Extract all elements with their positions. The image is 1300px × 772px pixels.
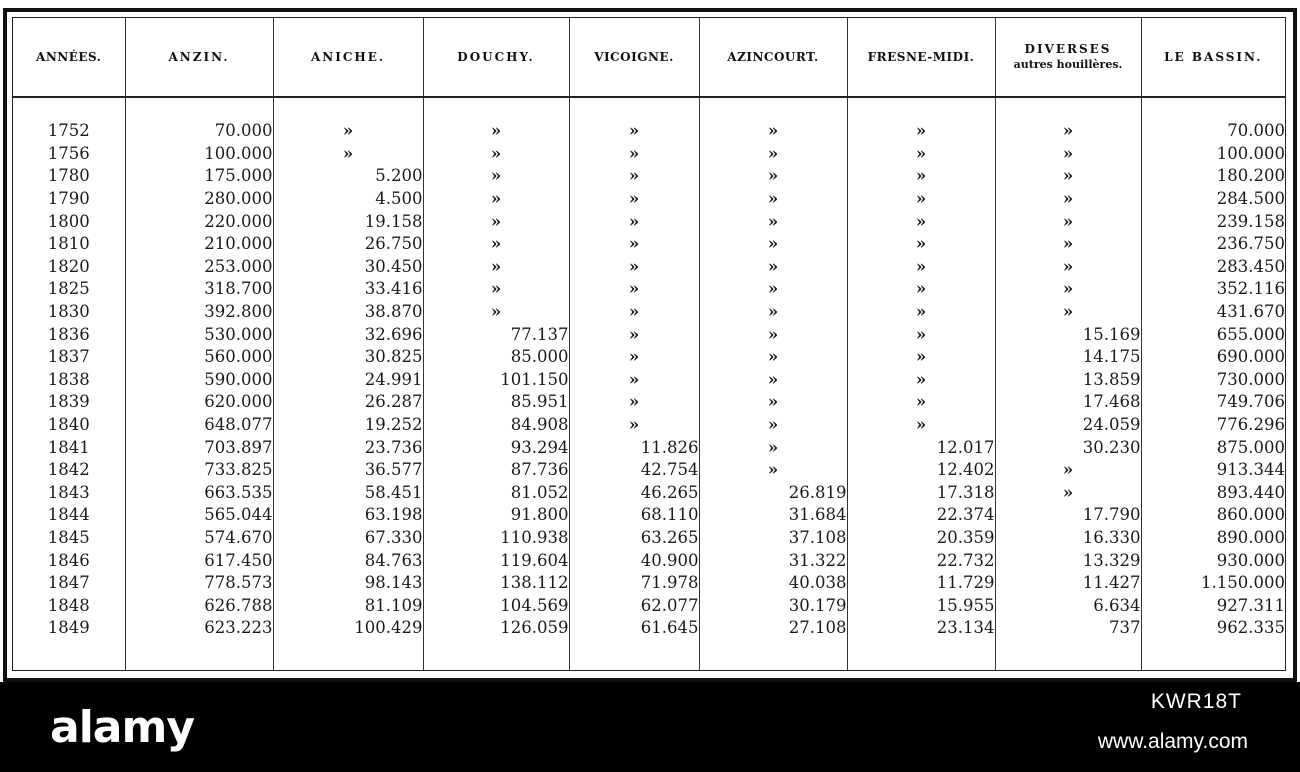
ditto-mark-cell: » bbox=[569, 301, 699, 324]
value-cell-aniche: 24.991 bbox=[273, 369, 423, 392]
year-cell: 1810 bbox=[47, 234, 90, 254]
table-row bbox=[13, 459, 1285, 482]
column-header-sublabel: autres houillères. bbox=[1013, 58, 1123, 71]
value-cell-bassin: 236.750 bbox=[1141, 233, 1285, 256]
table-row bbox=[13, 482, 1285, 505]
value-cell-azincourt: 27.108 bbox=[699, 617, 847, 640]
value-cell-bassin: 283.450 bbox=[1141, 256, 1285, 279]
header-row bbox=[13, 18, 1285, 97]
value-cell-anzin: 778.573 bbox=[125, 572, 273, 595]
year-cell: 1844 bbox=[47, 505, 90, 525]
year-cell: 1845 bbox=[47, 527, 90, 547]
value-cell-diverses: 13.859 bbox=[995, 369, 1141, 392]
ditto-mark-cell: » bbox=[699, 256, 847, 279]
value-cell-anzin: 392.800 bbox=[125, 301, 273, 324]
value-cell-anzin: 210.000 bbox=[125, 233, 273, 256]
ditto-mark-cell: » bbox=[847, 278, 995, 301]
ditto-mark-cell: » bbox=[995, 165, 1141, 188]
table-row bbox=[13, 301, 1285, 324]
ditto-mark-cell: » bbox=[847, 233, 995, 256]
table-row bbox=[13, 165, 1285, 188]
spacer-cell bbox=[13, 97, 125, 120]
ditto-mark-cell: » bbox=[699, 233, 847, 256]
year-cell: 1752 bbox=[47, 121, 90, 141]
value-cell-bassin: 930.000 bbox=[1141, 549, 1285, 572]
value-cell-aniche: 84.763 bbox=[273, 549, 423, 572]
value-cell-vicoigne: 68.110 bbox=[569, 504, 699, 527]
column-header-annees bbox=[13, 18, 125, 97]
value-cell-diverses: 14.175 bbox=[995, 346, 1141, 369]
ditto-mark-cell: » bbox=[423, 301, 569, 324]
value-cell-anzin: 220.000 bbox=[125, 210, 273, 233]
year-cell: 1843 bbox=[47, 482, 90, 502]
ditto-mark-cell: » bbox=[569, 120, 699, 143]
table-row bbox=[13, 120, 1285, 143]
ditto-mark-cell: » bbox=[699, 323, 847, 346]
ditto-mark-cell: » bbox=[995, 256, 1141, 279]
value-cell-diverses: 24.059 bbox=[995, 414, 1141, 437]
ditto-mark-cell: » bbox=[847, 256, 995, 279]
value-cell-douchy: 81.052 bbox=[423, 482, 569, 505]
table-row bbox=[13, 323, 1285, 346]
ditto-mark-cell: » bbox=[423, 188, 569, 211]
table-frame bbox=[3, 8, 1297, 682]
value-cell-bassin: 352.116 bbox=[1141, 278, 1285, 301]
value-cell-aniche: 26.287 bbox=[273, 391, 423, 414]
ditto-mark-cell: » bbox=[569, 369, 699, 392]
column-header-label: DIVERSES bbox=[1024, 42, 1112, 56]
value-cell-anzin: 175.000 bbox=[125, 165, 273, 188]
ditto-mark-cell: » bbox=[847, 391, 995, 414]
value-cell-aniche: 5.200 bbox=[273, 165, 423, 188]
column-header-vicoigne bbox=[569, 18, 699, 97]
year-cell: 1830 bbox=[47, 302, 90, 322]
ditto-mark-cell: » bbox=[699, 346, 847, 369]
value-cell-aniche: 58.451 bbox=[273, 482, 423, 505]
value-cell-anzin: 253.000 bbox=[125, 256, 273, 279]
value-cell-bassin: 730.000 bbox=[1141, 369, 1285, 392]
column-header-azincourt bbox=[699, 18, 847, 97]
year-cell: 1836 bbox=[47, 324, 90, 344]
ditto-mark-cell: » bbox=[273, 120, 423, 143]
value-cell-bassin: 875.000 bbox=[1141, 436, 1285, 459]
coal-production-table bbox=[13, 18, 1285, 670]
stock-image-id: KWR18T bbox=[1150, 690, 1242, 713]
value-cell-vicoigne: 11.826 bbox=[569, 436, 699, 459]
column-header-label: ANNÉES. bbox=[36, 50, 102, 64]
alamy-logo: alamy bbox=[50, 702, 194, 753]
ditto-mark-cell: » bbox=[423, 165, 569, 188]
ditto-mark-cell: » bbox=[423, 120, 569, 143]
ditto-mark-cell: » bbox=[847, 301, 995, 324]
table-row bbox=[13, 549, 1285, 572]
value-cell-douchy: 91.800 bbox=[423, 504, 569, 527]
ditto-mark-cell: » bbox=[423, 233, 569, 256]
value-cell-azincourt: 31.684 bbox=[699, 504, 847, 527]
value-cell-vicoigne: 71.978 bbox=[569, 572, 699, 595]
year-cell: 1841 bbox=[47, 437, 90, 457]
tail-cell bbox=[125, 640, 273, 670]
value-cell-fresne: 11.729 bbox=[847, 572, 995, 595]
value-cell-anzin: 565.044 bbox=[125, 504, 273, 527]
year-cell: 1756 bbox=[47, 143, 90, 163]
column-header-douchy bbox=[423, 18, 569, 97]
value-cell-anzin: 617.450 bbox=[125, 549, 273, 572]
value-cell-azincourt: 40.038 bbox=[699, 572, 847, 595]
site-url: www.alamy.com bbox=[1097, 730, 1248, 753]
table-row bbox=[13, 391, 1285, 414]
value-cell-aniche: 33.416 bbox=[273, 278, 423, 301]
column-header-label: VICOIGNE. bbox=[594, 50, 674, 64]
ditto-mark-cell: » bbox=[699, 278, 847, 301]
column-header-fresne bbox=[847, 18, 995, 97]
value-cell-douchy: 110.938 bbox=[423, 527, 569, 550]
ditto-mark-cell: » bbox=[699, 165, 847, 188]
ditto-mark-cell: » bbox=[995, 233, 1141, 256]
ditto-mark-cell: » bbox=[569, 165, 699, 188]
ditto-mark-cell: » bbox=[995, 482, 1141, 505]
ditto-mark-cell: » bbox=[569, 278, 699, 301]
ditto-mark-cell: » bbox=[847, 210, 995, 233]
year-cell: 1825 bbox=[47, 279, 90, 299]
ditto-mark-cell: » bbox=[699, 188, 847, 211]
value-cell-vicoigne: 61.645 bbox=[569, 617, 699, 640]
value-cell-azincourt: 26.819 bbox=[699, 482, 847, 505]
value-cell-aniche: 26.750 bbox=[273, 233, 423, 256]
tail-cell bbox=[569, 640, 699, 670]
value-cell-diverses: 15.169 bbox=[995, 323, 1141, 346]
tail-cell bbox=[699, 640, 847, 670]
spacer-cell bbox=[847, 97, 995, 120]
value-cell-aniche: 19.252 bbox=[273, 414, 423, 437]
column-header-label: ANICHE. bbox=[310, 50, 386, 64]
value-cell-anzin: 703.897 bbox=[125, 436, 273, 459]
year-cell: 1820 bbox=[47, 256, 90, 276]
column-header-label: ANZIN. bbox=[168, 50, 230, 64]
value-cell-douchy: 104.569 bbox=[423, 594, 569, 617]
value-cell-anzin: 280.000 bbox=[125, 188, 273, 211]
value-cell-anzin: 623.223 bbox=[125, 617, 273, 640]
value-cell-azincourt: 37.108 bbox=[699, 527, 847, 550]
value-cell-bassin: 962.335 bbox=[1141, 617, 1285, 640]
value-cell-anzin: 648.077 bbox=[125, 414, 273, 437]
ditto-mark-cell: » bbox=[847, 369, 995, 392]
value-cell-diverses: 737 bbox=[995, 617, 1141, 640]
ditto-mark-cell: » bbox=[847, 188, 995, 211]
year-cell: 1837 bbox=[47, 347, 90, 367]
value-cell-douchy: 84.908 bbox=[423, 414, 569, 437]
value-cell-aniche: 19.158 bbox=[273, 210, 423, 233]
value-cell-fresne: 12.017 bbox=[847, 436, 995, 459]
watermark-footer bbox=[0, 682, 1300, 772]
value-cell-anzin: 626.788 bbox=[125, 594, 273, 617]
table-row bbox=[13, 233, 1285, 256]
ditto-mark-cell: » bbox=[847, 414, 995, 437]
value-cell-bassin: 690.000 bbox=[1141, 346, 1285, 369]
ditto-mark-cell: » bbox=[699, 143, 847, 166]
table-row bbox=[13, 369, 1285, 392]
value-cell-douchy: 87.736 bbox=[423, 459, 569, 482]
value-cell-diverses: 13.329 bbox=[995, 549, 1141, 572]
table-inner-frame bbox=[12, 17, 1286, 671]
value-cell-bassin: 749.706 bbox=[1141, 391, 1285, 414]
ditto-mark-cell: » bbox=[699, 301, 847, 324]
value-cell-bassin: 893.440 bbox=[1141, 482, 1285, 505]
value-cell-anzin: 733.825 bbox=[125, 459, 273, 482]
ditto-mark-cell: » bbox=[699, 414, 847, 437]
table-row bbox=[13, 278, 1285, 301]
value-cell-fresne: 22.732 bbox=[847, 549, 995, 572]
value-cell-fresne: 20.359 bbox=[847, 527, 995, 550]
tail-cell bbox=[847, 640, 995, 670]
ditto-mark-cell: » bbox=[569, 210, 699, 233]
value-cell-fresne: 15.955 bbox=[847, 594, 995, 617]
value-cell-bassin: 927.311 bbox=[1141, 594, 1285, 617]
value-cell-diverses: 6.634 bbox=[995, 594, 1141, 617]
ditto-mark-cell: » bbox=[847, 165, 995, 188]
value-cell-douchy: 85.000 bbox=[423, 346, 569, 369]
value-cell-anzin: 574.670 bbox=[125, 527, 273, 550]
value-cell-anzin: 100.000 bbox=[125, 143, 273, 166]
ditto-mark-cell: » bbox=[699, 210, 847, 233]
ditto-mark-cell: » bbox=[995, 143, 1141, 166]
tail-cell bbox=[1141, 640, 1285, 670]
value-cell-anzin: 663.535 bbox=[125, 482, 273, 505]
value-cell-bassin: 100.000 bbox=[1141, 143, 1285, 166]
value-cell-aniche: 38.870 bbox=[273, 301, 423, 324]
value-cell-bassin: 655.000 bbox=[1141, 323, 1285, 346]
value-cell-vicoigne: 63.265 bbox=[569, 527, 699, 550]
spacer-cell bbox=[569, 97, 699, 120]
ditto-mark-cell: » bbox=[699, 120, 847, 143]
value-cell-bassin: 860.000 bbox=[1141, 504, 1285, 527]
value-cell-douchy: 138.112 bbox=[423, 572, 569, 595]
ditto-mark-cell: » bbox=[423, 210, 569, 233]
year-cell: 1848 bbox=[47, 595, 90, 615]
year-cell: 1849 bbox=[47, 618, 90, 638]
table-row bbox=[13, 346, 1285, 369]
value-cell-diverses: 30.230 bbox=[995, 436, 1141, 459]
value-cell-fresne: 23.134 bbox=[847, 617, 995, 640]
ditto-mark-cell: » bbox=[847, 120, 995, 143]
value-cell-aniche: 30.450 bbox=[273, 256, 423, 279]
value-cell-aniche: 98.143 bbox=[273, 572, 423, 595]
table-row bbox=[13, 414, 1285, 437]
value-cell-bassin: 431.670 bbox=[1141, 301, 1285, 324]
ditto-mark-cell: » bbox=[569, 346, 699, 369]
value-cell-aniche: 32.696 bbox=[273, 323, 423, 346]
tail-row bbox=[13, 640, 1285, 670]
ditto-mark-cell: » bbox=[273, 143, 423, 166]
year-cell: 1838 bbox=[47, 369, 90, 389]
value-cell-vicoigne: 42.754 bbox=[569, 459, 699, 482]
table-row bbox=[13, 436, 1285, 459]
ditto-mark-cell: » bbox=[699, 369, 847, 392]
value-cell-vicoigne: 46.265 bbox=[569, 482, 699, 505]
tail-cell bbox=[995, 640, 1141, 670]
column-header-diverses bbox=[995, 18, 1141, 97]
spacer-cell bbox=[273, 97, 423, 120]
spacer-cell bbox=[125, 97, 273, 120]
value-cell-diverses: 17.790 bbox=[995, 504, 1141, 527]
value-cell-bassin: 180.200 bbox=[1141, 165, 1285, 188]
value-cell-aniche: 30.825 bbox=[273, 346, 423, 369]
value-cell-aniche: 67.330 bbox=[273, 527, 423, 550]
value-cell-aniche: 100.429 bbox=[273, 617, 423, 640]
ditto-mark-cell: » bbox=[699, 391, 847, 414]
value-cell-douchy: 77.137 bbox=[423, 323, 569, 346]
table-row bbox=[13, 188, 1285, 211]
value-cell-vicoigne: 40.900 bbox=[569, 549, 699, 572]
value-cell-bassin: 284.500 bbox=[1141, 188, 1285, 211]
value-cell-fresne: 22.374 bbox=[847, 504, 995, 527]
ditto-mark-cell: » bbox=[847, 323, 995, 346]
value-cell-diverses: 16.330 bbox=[995, 527, 1141, 550]
value-cell-anzin: 620.000 bbox=[125, 391, 273, 414]
table-row bbox=[13, 617, 1285, 640]
column-header-anzin bbox=[125, 18, 273, 97]
ditto-mark-cell: » bbox=[569, 233, 699, 256]
ditto-mark-cell: » bbox=[995, 278, 1141, 301]
value-cell-aniche: 36.577 bbox=[273, 459, 423, 482]
column-header-aniche bbox=[273, 18, 423, 97]
value-cell-anzin: 530.000 bbox=[125, 323, 273, 346]
value-cell-aniche: 23.736 bbox=[273, 436, 423, 459]
year-cell: 1847 bbox=[47, 573, 90, 593]
ditto-mark-cell: » bbox=[569, 391, 699, 414]
ditto-mark-cell: » bbox=[569, 323, 699, 346]
ditto-mark-cell: » bbox=[995, 210, 1141, 233]
spacer-row bbox=[13, 97, 1285, 120]
year-cell: 1780 bbox=[47, 166, 90, 186]
value-cell-anzin: 318.700 bbox=[125, 278, 273, 301]
value-cell-anzin: 590.000 bbox=[125, 369, 273, 392]
column-header-label: DOUCHY. bbox=[457, 50, 535, 64]
tail-cell bbox=[423, 640, 569, 670]
column-header-bassin bbox=[1141, 18, 1285, 97]
year-cell: 1840 bbox=[47, 415, 90, 435]
ditto-mark-cell: » bbox=[423, 143, 569, 166]
table-row bbox=[13, 572, 1285, 595]
ditto-mark-cell: » bbox=[995, 301, 1141, 324]
value-cell-bassin: 70.000 bbox=[1141, 120, 1285, 143]
ditto-mark-cell: » bbox=[569, 256, 699, 279]
table-row bbox=[13, 527, 1285, 550]
value-cell-aniche: 4.500 bbox=[273, 188, 423, 211]
spacer-cell bbox=[995, 97, 1141, 120]
column-header-label: FRESNE-MIDI. bbox=[867, 50, 975, 64]
ditto-mark-cell: » bbox=[699, 436, 847, 459]
value-cell-anzin: 560.000 bbox=[125, 346, 273, 369]
year-cell: 1842 bbox=[47, 460, 90, 480]
value-cell-douchy: 85.951 bbox=[423, 391, 569, 414]
value-cell-azincourt: 31.322 bbox=[699, 549, 847, 572]
ditto-mark-cell: » bbox=[995, 459, 1141, 482]
value-cell-aniche: 63.198 bbox=[273, 504, 423, 527]
value-cell-bassin: 913.344 bbox=[1141, 459, 1285, 482]
ditto-mark-cell: » bbox=[699, 459, 847, 482]
ditto-mark-cell: » bbox=[995, 120, 1141, 143]
table-row bbox=[13, 504, 1285, 527]
value-cell-vicoigne: 62.077 bbox=[569, 594, 699, 617]
value-cell-douchy: 93.294 bbox=[423, 436, 569, 459]
tail-cell bbox=[13, 640, 125, 670]
value-cell-bassin: 1.150.000 bbox=[1141, 572, 1285, 595]
ditto-mark-cell: » bbox=[995, 188, 1141, 211]
value-cell-douchy: 101.150 bbox=[423, 369, 569, 392]
year-cell: 1839 bbox=[47, 392, 90, 412]
ditto-mark-cell: » bbox=[569, 414, 699, 437]
ditto-mark-cell: » bbox=[423, 256, 569, 279]
column-header-label: LE BASSIN. bbox=[1164, 50, 1263, 64]
table-body bbox=[13, 97, 1285, 670]
spacer-cell bbox=[699, 97, 847, 120]
value-cell-douchy: 119.604 bbox=[423, 549, 569, 572]
table-row bbox=[13, 210, 1285, 233]
value-cell-bassin: 890.000 bbox=[1141, 527, 1285, 550]
ditto-mark-cell: » bbox=[423, 278, 569, 301]
value-cell-bassin: 776.296 bbox=[1141, 414, 1285, 437]
tail-cell bbox=[273, 640, 423, 670]
ditto-mark-cell: » bbox=[569, 143, 699, 166]
ditto-mark-cell: » bbox=[569, 188, 699, 211]
value-cell-fresne: 17.318 bbox=[847, 482, 995, 505]
value-cell-fresne: 12.402 bbox=[847, 459, 995, 482]
table-row bbox=[13, 594, 1285, 617]
year-cell: 1790 bbox=[47, 189, 90, 209]
spacer-cell bbox=[1141, 97, 1285, 120]
value-cell-azincourt: 30.179 bbox=[699, 594, 847, 617]
value-cell-aniche: 81.109 bbox=[273, 594, 423, 617]
value-cell-douchy: 126.059 bbox=[423, 617, 569, 640]
ditto-mark-cell: » bbox=[847, 143, 995, 166]
table-row bbox=[13, 143, 1285, 166]
value-cell-bassin: 239.158 bbox=[1141, 210, 1285, 233]
value-cell-diverses: 17.468 bbox=[995, 391, 1141, 414]
value-cell-diverses: 11.427 bbox=[995, 572, 1141, 595]
year-cell: 1846 bbox=[47, 550, 90, 570]
spacer-cell bbox=[423, 97, 569, 120]
column-header-label: AZINCOURT. bbox=[727, 50, 819, 64]
value-cell-anzin: 70.000 bbox=[125, 120, 273, 143]
table-row bbox=[13, 256, 1285, 279]
ditto-mark-cell: » bbox=[847, 346, 995, 369]
year-cell: 1800 bbox=[47, 211, 90, 231]
